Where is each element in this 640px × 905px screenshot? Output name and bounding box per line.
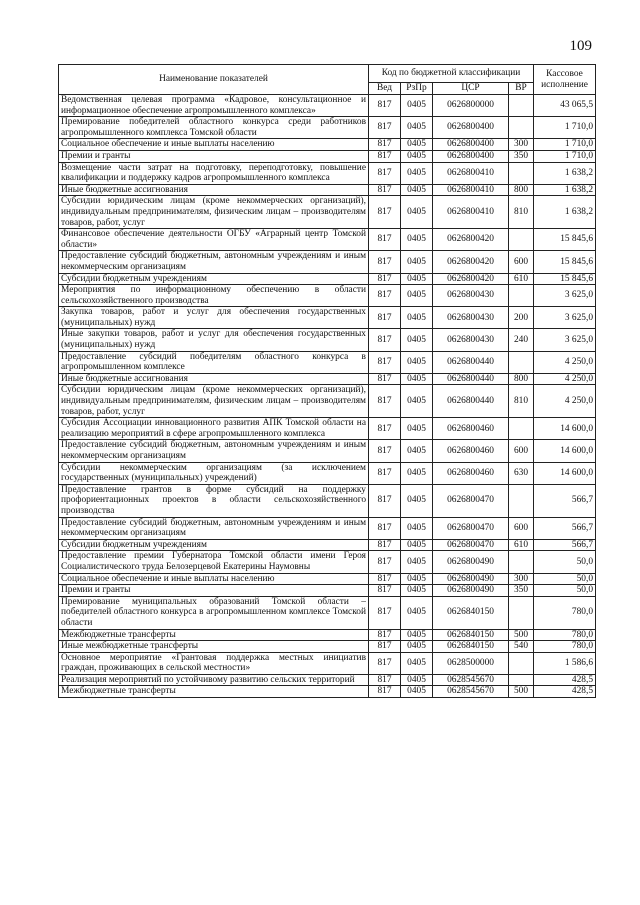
cell-ved: 817 xyxy=(369,585,401,597)
cell-vr: 500 xyxy=(509,629,534,641)
cell-amount: 780,0 xyxy=(534,641,596,653)
cell-name: Основное мероприятие «Грантовая поддержка местных инициатив граждан, проживающих в сельской местности» xyxy=(59,652,369,674)
cell-csr: 0626800470 xyxy=(433,539,509,551)
cell-rzpr: 0405 xyxy=(401,351,433,373)
cell-name: Ведомственная целевая программа «Кадровое, консультационное и информационное обеспечение агропромышленного комплекса» xyxy=(59,95,369,117)
cell-ved: 817 xyxy=(369,551,401,573)
cell-name: Премирование победителей областного конкурса среди работников агропромышленного комплекса Томской области xyxy=(59,117,369,139)
cell-rzpr: 0405 xyxy=(401,641,433,653)
table-row xyxy=(59,573,596,585)
cell-name: Закупка товаров, работ и услуг для обеспечения государственных (муниципальных) нужд xyxy=(59,307,369,329)
cell-rzpr: 0405 xyxy=(401,184,433,196)
header-indicator-name: Наименование показателей xyxy=(59,65,369,95)
cell-vr xyxy=(509,484,534,517)
cell-vr: 630 xyxy=(509,462,534,484)
cell-rzpr: 0405 xyxy=(401,162,433,184)
cell-name: Предоставление премии Губернатора Томской области имени Героя Социалистического труда Белозерцевой Екатерины Наумовны xyxy=(59,551,369,573)
cell-rzpr: 0405 xyxy=(401,373,433,385)
cell-amount: 4 250,0 xyxy=(534,385,596,418)
cell-name: Субсидии бюджетным учреждениям xyxy=(59,273,369,285)
cell-vr xyxy=(509,652,534,674)
cell-csr: 0626800440 xyxy=(433,373,509,385)
table-row xyxy=(59,418,596,440)
header-rzpr: РзПр xyxy=(401,83,433,95)
cell-ved: 817 xyxy=(369,418,401,440)
cell-vr: 800 xyxy=(509,373,534,385)
cell-csr: 0626800420 xyxy=(433,229,509,251)
cell-ved: 817 xyxy=(369,329,401,351)
cell-ved: 817 xyxy=(369,629,401,641)
cell-csr: 0626800400 xyxy=(433,117,509,139)
table-row xyxy=(59,329,596,351)
cell-vr: 610 xyxy=(509,273,534,285)
cell-rzpr: 0405 xyxy=(401,307,433,329)
cell-name: Социальное обеспечение и иные выплаты населению xyxy=(59,139,369,151)
cell-ved: 817 xyxy=(369,373,401,385)
cell-name: Премирование муниципальных образований Томской области – победителей областного конкурса в агропромышленном комплексе Томской области xyxy=(59,596,369,629)
cell-ved: 817 xyxy=(369,150,401,162)
cell-name: Иные межбюджетные трансферты xyxy=(59,641,369,653)
cell-csr: 0626800410 xyxy=(433,196,509,229)
cell-vr xyxy=(509,162,534,184)
cell-csr: 0626800460 xyxy=(433,462,509,484)
cell-ved: 817 xyxy=(369,139,401,151)
table-row xyxy=(59,629,596,641)
cell-name: Субсидии бюджетным учреждениям xyxy=(59,539,369,551)
cell-name: Предоставление грантов в форме субсидий на поддержку профориентационных проектов в области сельскохозяйственного производства xyxy=(59,484,369,517)
cell-vr: 200 xyxy=(509,307,534,329)
header-vr: ВР xyxy=(509,83,534,95)
cell-csr: 0626800470 xyxy=(433,484,509,517)
cell-rzpr: 0405 xyxy=(401,251,433,273)
cell-ved: 817 xyxy=(369,307,401,329)
table-row xyxy=(59,674,596,686)
cell-vr xyxy=(509,117,534,139)
table-row xyxy=(59,307,596,329)
cell-csr: 0626840150 xyxy=(433,629,509,641)
cell-amount: 50,0 xyxy=(534,573,596,585)
cell-amount: 14 600,0 xyxy=(534,418,596,440)
cell-ved: 817 xyxy=(369,184,401,196)
cell-amount: 780,0 xyxy=(534,596,596,629)
cell-name: Мероприятия по информационному обеспечению в области сельскохозяйственного производства xyxy=(59,285,369,307)
cell-csr: 0628545670 xyxy=(433,674,509,686)
cell-rzpr: 0405 xyxy=(401,150,433,162)
table-row xyxy=(59,139,596,151)
cell-vr: 610 xyxy=(509,539,534,551)
cell-name: Иные закупки товаров, работ и услуг для обеспечения государственных (муниципальных) нужд xyxy=(59,329,369,351)
cell-csr: 0626800440 xyxy=(433,351,509,373)
cell-rzpr: 0405 xyxy=(401,517,433,539)
table-row xyxy=(59,517,596,539)
cell-rzpr: 0405 xyxy=(401,329,433,351)
cell-csr: 0626800430 xyxy=(433,329,509,351)
cell-vr xyxy=(509,551,534,573)
cell-csr: 0626800430 xyxy=(433,307,509,329)
cell-vr: 240 xyxy=(509,329,534,351)
cell-name: Предоставление субсидий бюджетным, автономным учреждениям и иным некоммерческим организациям xyxy=(59,517,369,539)
cell-ved: 817 xyxy=(369,440,401,462)
cell-name: Субсидии юридическим лицам (кроме некоммерческих организаций), индивидуальным предпринимателям, физическим лицам – производителям товаров, работ, услуг xyxy=(59,196,369,229)
header-cash-execution: Кассовое исполнение xyxy=(534,65,596,95)
table-row xyxy=(59,440,596,462)
cell-ved: 817 xyxy=(369,484,401,517)
cell-name: Премии и гранты xyxy=(59,585,369,597)
cell-csr: 0626800400 xyxy=(433,139,509,151)
cell-csr: 0626840150 xyxy=(433,596,509,629)
cell-amount: 3 625,0 xyxy=(534,329,596,351)
cell-name: Предоставление субсидий бюджетным, автономным учреждениям и иным некоммерческим организациям xyxy=(59,440,369,462)
cell-name: Премии и гранты xyxy=(59,150,369,162)
cell-ved: 817 xyxy=(369,229,401,251)
cell-csr: 0626800440 xyxy=(433,385,509,418)
cell-rzpr: 0405 xyxy=(401,95,433,117)
cell-name: Субсидии юридическим лицам (кроме некоммерческих организаций), индивидуальным предпринимателям, физическим лицам – производителям товаров, работ, услуг xyxy=(59,385,369,418)
table-row xyxy=(59,251,596,273)
cell-amount: 1 586,6 xyxy=(534,652,596,674)
cell-ved: 817 xyxy=(369,95,401,117)
cell-rzpr: 0405 xyxy=(401,551,433,573)
table-row xyxy=(59,285,596,307)
table-row xyxy=(59,117,596,139)
cell-amount: 15 845,6 xyxy=(534,273,596,285)
cell-vr: 350 xyxy=(509,585,534,597)
table-row xyxy=(59,150,596,162)
cell-rzpr: 0405 xyxy=(401,273,433,285)
cell-vr: 300 xyxy=(509,573,534,585)
cell-ved: 817 xyxy=(369,573,401,585)
cell-amount: 50,0 xyxy=(534,585,596,597)
cell-rzpr: 0405 xyxy=(401,629,433,641)
cell-rzpr: 0405 xyxy=(401,440,433,462)
cell-amount: 566,7 xyxy=(534,539,596,551)
page-number: 109 xyxy=(569,38,592,54)
cell-csr: 0626800490 xyxy=(433,551,509,573)
cell-vr: 810 xyxy=(509,196,534,229)
cell-name: Финансовое обеспечение деятельности ОГБУ «Аграрный центр Томской области» xyxy=(59,229,369,251)
cell-name: Предоставление субсидий бюджетным, автономным учреждениям и иным некоммерческим организациям xyxy=(59,251,369,273)
cell-csr: 0628500000 xyxy=(433,652,509,674)
cell-vr xyxy=(509,596,534,629)
cell-amount: 4 250,0 xyxy=(534,351,596,373)
cell-rzpr: 0405 xyxy=(401,229,433,251)
cell-vr: 600 xyxy=(509,251,534,273)
cell-csr: 0626800400 xyxy=(433,150,509,162)
cell-amount: 14 600,0 xyxy=(534,440,596,462)
cell-name: Межбюджетные трансферты xyxy=(59,629,369,641)
cell-amount: 1 710,0 xyxy=(534,117,596,139)
budget-execution-table xyxy=(58,64,596,698)
cell-vr: 300 xyxy=(509,139,534,151)
cell-amount: 4 250,0 xyxy=(534,373,596,385)
cell-amount: 428,5 xyxy=(534,686,596,698)
cell-amount: 15 845,6 xyxy=(534,251,596,273)
cell-vr: 350 xyxy=(509,150,534,162)
cell-amount: 1 710,0 xyxy=(534,150,596,162)
cell-ved: 817 xyxy=(369,385,401,418)
cell-amount: 50,0 xyxy=(534,551,596,573)
cell-csr: 0626800410 xyxy=(433,184,509,196)
table-row xyxy=(59,196,596,229)
table-row xyxy=(59,484,596,517)
header-csr: ЦСР xyxy=(433,83,509,95)
cell-amount: 428,5 xyxy=(534,674,596,686)
table-row xyxy=(59,462,596,484)
table-row xyxy=(59,652,596,674)
cell-name: Предоставление субсидий победителям областного конкурса в агропромышленном комплексе xyxy=(59,351,369,373)
cell-ved: 817 xyxy=(369,539,401,551)
cell-csr: 0626800410 xyxy=(433,162,509,184)
cell-csr: 0626800490 xyxy=(433,573,509,585)
cell-vr: 600 xyxy=(509,517,534,539)
cell-ved: 817 xyxy=(369,285,401,307)
cell-csr: 0626800420 xyxy=(433,273,509,285)
cell-vr: 500 xyxy=(509,686,534,698)
cell-ved: 817 xyxy=(369,674,401,686)
cell-name: Субсидии некоммерческим организациям (за исключением государственных (муниципальных) учреждений) xyxy=(59,462,369,484)
cell-name: Социальное обеспечение и иные выплаты населению xyxy=(59,573,369,585)
cell-ved: 817 xyxy=(369,351,401,373)
cell-csr: 0626800460 xyxy=(433,418,509,440)
table-row xyxy=(59,351,596,373)
cell-csr: 0626800470 xyxy=(433,517,509,539)
cell-rzpr: 0405 xyxy=(401,117,433,139)
table-row xyxy=(59,385,596,418)
cell-name: Иные бюджетные ассигнования xyxy=(59,373,369,385)
cell-csr: 0626800420 xyxy=(433,251,509,273)
cell-amount: 566,7 xyxy=(534,517,596,539)
cell-vr: 800 xyxy=(509,184,534,196)
cell-amount: 14 600,0 xyxy=(534,462,596,484)
cell-rzpr: 0405 xyxy=(401,573,433,585)
cell-vr xyxy=(509,285,534,307)
cell-rzpr: 0405 xyxy=(401,418,433,440)
cell-name: Иные бюджетные ассигнования xyxy=(59,184,369,196)
cell-name: Субсидия Ассоциации инновационного развития АПК Томской области на реализацию мероприятий в сфере агропромышленного комплекса xyxy=(59,418,369,440)
cell-name: Возмещение части затрат на подготовку, переподготовку, повышение квалификации и поддержку кадров агропромышленного комплекса xyxy=(59,162,369,184)
table-row xyxy=(59,229,596,251)
cell-name: Межбюджетные трансферты xyxy=(59,686,369,698)
cell-rzpr: 0405 xyxy=(401,196,433,229)
cell-vr xyxy=(509,229,534,251)
cell-ved: 817 xyxy=(369,251,401,273)
cell-rzpr: 0405 xyxy=(401,674,433,686)
cell-rzpr: 0405 xyxy=(401,462,433,484)
cell-vr: 600 xyxy=(509,440,534,462)
cell-rzpr: 0405 xyxy=(401,484,433,517)
cell-amount: 1 638,2 xyxy=(534,184,596,196)
table-row xyxy=(59,539,596,551)
cell-rzpr: 0405 xyxy=(401,686,433,698)
cell-csr: 0626800460 xyxy=(433,440,509,462)
cell-name: Реализация мероприятий по устойчивому развитию сельских территорий xyxy=(59,674,369,686)
cell-amount: 1 710,0 xyxy=(534,139,596,151)
cell-ved: 817 xyxy=(369,273,401,285)
table-row xyxy=(59,596,596,629)
cell-rzpr: 0405 xyxy=(401,285,433,307)
cell-rzpr: 0405 xyxy=(401,585,433,597)
cell-ved: 817 xyxy=(369,462,401,484)
cell-rzpr: 0405 xyxy=(401,539,433,551)
cell-ved: 817 xyxy=(369,596,401,629)
cell-ved: 817 xyxy=(369,652,401,674)
cell-rzpr: 0405 xyxy=(401,596,433,629)
header-ved: Вед xyxy=(369,83,401,95)
table-row xyxy=(59,162,596,184)
cell-csr: 0626800430 xyxy=(433,285,509,307)
cell-csr: 0626800000 xyxy=(433,95,509,117)
cell-rzpr: 0405 xyxy=(401,139,433,151)
cell-rzpr: 0405 xyxy=(401,385,433,418)
cell-amount: 43 065,5 xyxy=(534,95,596,117)
header-budget-code: Код по бюджетной классификации xyxy=(369,65,534,83)
cell-amount: 780,0 xyxy=(534,629,596,641)
cell-rzpr: 0405 xyxy=(401,652,433,674)
table-row xyxy=(59,373,596,385)
cell-vr xyxy=(509,351,534,373)
cell-ved: 817 xyxy=(369,517,401,539)
cell-amount: 3 625,0 xyxy=(534,307,596,329)
table-row xyxy=(59,95,596,117)
cell-amount: 3 625,0 xyxy=(534,285,596,307)
cell-ved: 817 xyxy=(369,196,401,229)
table-row xyxy=(59,551,596,573)
cell-amount: 566,7 xyxy=(534,484,596,517)
cell-amount: 1 638,2 xyxy=(534,196,596,229)
cell-ved: 817 xyxy=(369,686,401,698)
cell-vr xyxy=(509,95,534,117)
table-row xyxy=(59,184,596,196)
table-row xyxy=(59,585,596,597)
table-row xyxy=(59,273,596,285)
table-row xyxy=(59,686,596,698)
cell-csr: 0628545670 xyxy=(433,686,509,698)
cell-csr: 0626840150 xyxy=(433,641,509,653)
cell-ved: 817 xyxy=(369,117,401,139)
cell-ved: 817 xyxy=(369,162,401,184)
cell-ved: 817 xyxy=(369,641,401,653)
cell-vr xyxy=(509,418,534,440)
cell-amount: 1 638,2 xyxy=(534,162,596,184)
cell-csr: 0626800490 xyxy=(433,585,509,597)
cell-amount: 15 845,6 xyxy=(534,229,596,251)
table-row xyxy=(59,641,596,653)
cell-vr: 810 xyxy=(509,385,534,418)
cell-vr: 540 xyxy=(509,641,534,653)
cell-vr xyxy=(509,674,534,686)
